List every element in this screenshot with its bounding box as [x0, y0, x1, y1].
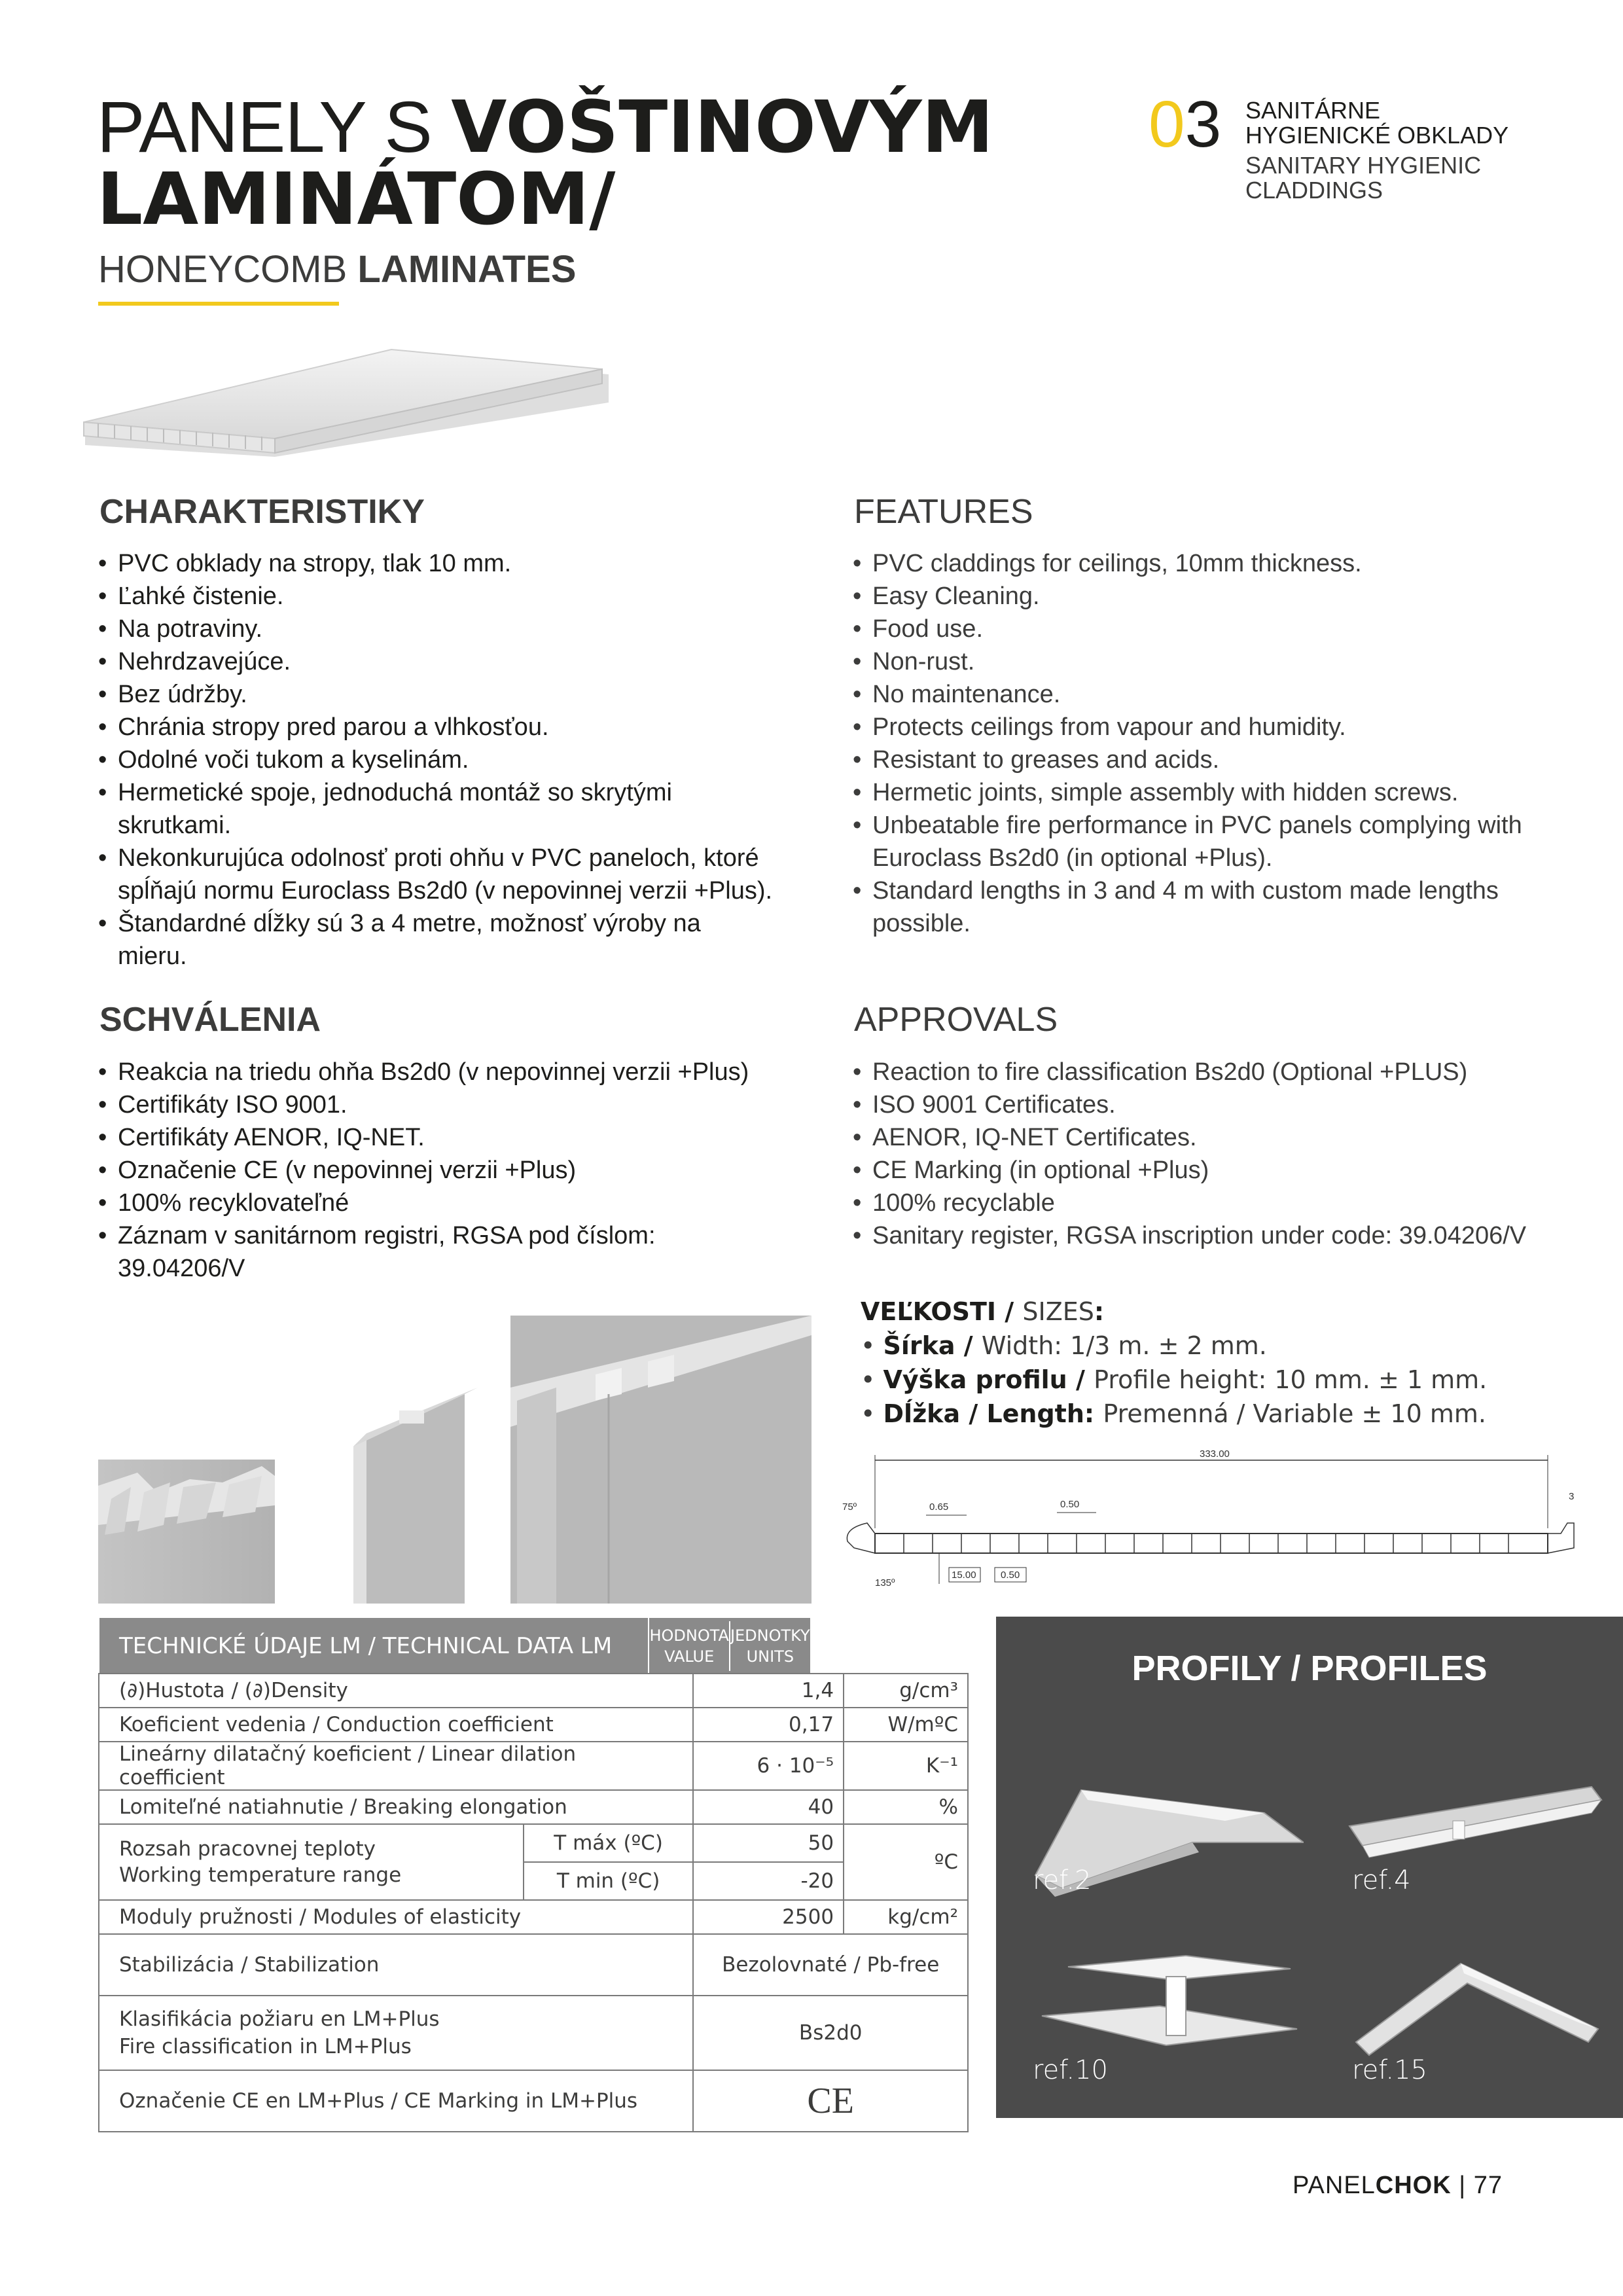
list-item: • 100% recyklovateľné [98, 1187, 838, 1219]
table-row [99, 1900, 968, 1934]
list-item: • Certifikáty AENOR, IQ-NET. [98, 1121, 838, 1154]
row-label: Moduly pružnosti / Modules of elasticity [99, 1900, 693, 1934]
col-value-l1: HODNOTA [649, 1626, 729, 1645]
sizes-height-value: Profile height: 10 mm. ± 1 mm. [1094, 1365, 1488, 1394]
row-unit: kg/cm² [844, 1900, 968, 1934]
dim-angle-top: 75º [842, 1501, 857, 1513]
temp-min-label: T min (ºC) [524, 1862, 694, 1900]
page-number: 77 [1473, 2172, 1503, 2199]
temp-range-label [99, 1824, 524, 1900]
chapter-number-second: 3 [1185, 88, 1222, 161]
fire-label-l1: Klasifikácia požiaru en LM+Plus [119, 2007, 440, 2031]
title-line2-text: LAMINÁTOM/ [97, 157, 616, 241]
table-header-row [99, 1617, 969, 1675]
fire-value: Bs2d0 [693, 1996, 968, 2070]
row-label: (∂)Hustota / (∂)Density [99, 1674, 693, 1708]
temp-label-l2: Working temperature range [119, 1863, 402, 1887]
sizes-width-label: Šírka / [883, 1331, 982, 1360]
profile-ref15-label: ref.15 [1352, 2055, 1427, 2085]
dim-rib: 0.50 [1001, 1570, 1020, 1581]
table-title: TECHNICKÉ ÚDAJE LM / TECHNICAL DATA LM [99, 1617, 649, 1675]
list-item: • Chránia stropy pred parou a vlhkosťou. [98, 711, 838, 744]
col-value-header [649, 1621, 730, 1671]
page-title-line1 [97, 85, 994, 169]
list-item: • Záznam v sanitárnom registri, RGSA pod číslom: 39.04206/V [98, 1219, 720, 1285]
technical-data-table [98, 1617, 969, 1676]
sizes-height: • Výška profilu / Profile height: 10 mm. ± 1 mm. [861, 1365, 1488, 1394]
row-value: Bezolovnaté / Pb-free [693, 1934, 968, 1996]
approvals-list-en [853, 1056, 1586, 1252]
dim-wall2: 0.50 [1060, 1499, 1080, 1510]
footer-separator: | [1451, 2172, 1474, 2199]
chapter-en-line2: CLADDINGS [1245, 177, 1383, 204]
list-item: • CE Marking (in optional +Plus) [853, 1154, 1586, 1187]
sizes-height-label: Výška profilu / [883, 1365, 1094, 1394]
col-units-header [730, 1621, 810, 1671]
row-unit: W/mºC [844, 1708, 968, 1742]
dim-wall1: 0.65 [929, 1501, 949, 1513]
approvals-list-sk [98, 1056, 838, 1285]
title-bold-part: VOŠTINOVÝM [451, 85, 994, 169]
list-item: • Nehrdzavejúce. [98, 645, 838, 678]
footer-brand-light: PANEL [1293, 2172, 1376, 2199]
chapter-sk-line1: SANITÁRNE [1245, 97, 1381, 124]
approvals-heading-en: APPROVALS [854, 1001, 1058, 1039]
profile-ref2-label: ref.2 [1033, 1865, 1092, 1895]
characteristics-list-sk [98, 547, 838, 973]
chapter-label-sk [1245, 98, 1508, 148]
approvals-heading-sk: SCHVÁLENIA [99, 1001, 321, 1039]
chapter-label-en [1245, 153, 1481, 203]
footer-brand-bold: CHOK [1375, 2172, 1452, 2199]
list-item: • Resistant to greases and acids. [853, 744, 1573, 776]
list-item: • ISO 9001 Certificates. [853, 1088, 1586, 1121]
dim-overall: 333.00 [1200, 1450, 1230, 1460]
features-heading: FEATURES [854, 493, 1033, 531]
sizes-heading [861, 1295, 1580, 1329]
list-item: • Easy Cleaning. [853, 580, 1573, 613]
chapter-sk-line2: HYGIENICKÉ OBKLADY [1245, 122, 1509, 149]
list-item: • 100% recyclable [853, 1187, 1586, 1219]
row-value: 6 · 10⁻⁵ [693, 1742, 844, 1790]
table-row [99, 1708, 968, 1742]
list-item: • Ľahké čistenie. [98, 580, 838, 613]
list-item: • Na potraviny. [98, 613, 838, 645]
characteristics-heading: CHARAKTERISTIKY [99, 493, 425, 531]
dim-angle-bottom: 135º [875, 1577, 895, 1588]
row-value: 0,17 [693, 1708, 844, 1742]
table-row [99, 1996, 968, 2070]
temp-label-l1: Rozsah pracovnej teploty [119, 1837, 376, 1861]
list-item: • Hermetické spoje, jednoduchá montáž so skrytými skrutkami. [98, 776, 785, 842]
sizes-length-label: Dĺžka / Length: [883, 1399, 1103, 1428]
page-subtitle [98, 247, 576, 291]
ce-mark: CE [693, 2070, 968, 2132]
page-footer [1293, 2172, 1503, 2200]
page-title-line2 [97, 157, 616, 241]
table-row [99, 2070, 968, 2132]
sizes-heading-light: SIZES [1022, 1297, 1094, 1326]
row-unit: K⁻¹ [844, 1742, 968, 1790]
sizes-block [861, 1295, 1580, 1431]
table-row [99, 1934, 968, 1996]
sizes-width-value: Width: 1/3 m. ± 2 mm. [981, 1331, 1267, 1360]
profile-ref10-label: ref.10 [1033, 2055, 1108, 2085]
list-item: • Nekonkurujúca odolnosť proti ohňu v PVC paneloch, ktoré spĺňajú normu Euroclass Bs2d0 (v nepovinnej verzii +Plus). [98, 842, 825, 907]
subtitle-bold: LAMINATES [357, 248, 577, 291]
temp-unit: ºC [844, 1824, 968, 1900]
closeup-photo-2 [291, 1316, 478, 1604]
sizes-length-value: Premenná / Variable ± 10 mm. [1103, 1399, 1486, 1428]
closeup-photo-1 [98, 1460, 275, 1604]
list-item: • Reakcia na triedu ohňa Bs2d0 (v nepovinnej verzii +Plus) [98, 1056, 838, 1088]
fire-label-l2: Fire classification in LM+Plus [119, 2035, 412, 2058]
subtitle-light: HONEYCOMB [98, 248, 358, 291]
list-item: • Hermetic joints, simple assembly with hidden screws. [853, 776, 1573, 809]
table-row [99, 1742, 968, 1790]
row-value: 2500 [693, 1900, 844, 1934]
closeup-photo-3 [510, 1316, 812, 1604]
list-item: • Food use. [853, 613, 1573, 645]
profiles-title: PROFILY / PROFILES [1132, 1649, 1488, 1688]
row-label: Koeficient vedenia / Conduction coefficient [99, 1708, 693, 1742]
list-item: • Označenie CE (v nepovinnej verzii +Plus) [98, 1154, 838, 1187]
chapter-number [1149, 88, 1222, 161]
row-label: Lineárny dilatačný koeficient / Linear dilation coefficient [99, 1742, 693, 1790]
list-item: • Standard lengths in 3 and 4 m with custom made lengths possible. [853, 874, 1579, 940]
sizes-heading-colon: : [1094, 1297, 1105, 1326]
list-item: • Unbeatable fire performance in PVC panels complying with Euroclass Bs2d0 (in optional +Plus). [853, 809, 1579, 874]
row-value: 40 [693, 1790, 844, 1824]
row-value: 1,4 [693, 1674, 844, 1708]
drawing-cells [904, 1534, 1508, 1553]
profile-closeup-photos [98, 1316, 818, 1604]
temp-min-value: -20 [693, 1862, 844, 1900]
sizes-heading-bold: VEĽKOSTI / [861, 1297, 1023, 1326]
row-unit: g/cm³ [844, 1674, 968, 1708]
row-unit: % [844, 1790, 968, 1824]
title-accent-rule [98, 302, 339, 306]
list-item: • Štandardné dĺžky sú 3 a 4 metre, možnosť výroby na mieru. [98, 907, 772, 973]
table-row [99, 1674, 968, 1708]
list-item: • Certifikáty ISO 9001. [98, 1088, 838, 1121]
list-item: • PVC claddings for ceilings, 10mm thickness. [853, 547, 1573, 580]
row-label: Stabilizácia / Stabilization [99, 1934, 693, 1996]
temp-max-value: 50 [693, 1824, 844, 1862]
sizes-length: • Dĺžka / Length: Premenná / Variable ± 10 mm. [861, 1399, 1486, 1428]
chapter-number-first: 0 [1149, 88, 1185, 161]
dim-cell: 15.00 [952, 1570, 976, 1581]
dim-thickness: 3 [1569, 1491, 1575, 1502]
fire-label [99, 1996, 693, 2070]
col-value-l2: VALUE [664, 1647, 715, 1666]
list-item: • Reaction to fire classification Bs2d0 (Optional +PLUS) [853, 1056, 1586, 1088]
technical-data-body [98, 1673, 969, 2132]
col-units-l1: JEDNOTKY [730, 1626, 810, 1645]
row-label: Lomiteľné natiahnutie / Breaking elongation [99, 1790, 693, 1824]
list-item: • Protects ceilings from vapour and humidity. [853, 711, 1573, 744]
title-light-part: PANELY S [97, 87, 452, 168]
row-label: Označenie CE en LM+Plus / CE Marking in LM+Plus [99, 2070, 693, 2132]
chapter-en-line1: SANITARY HYGIENIC [1245, 152, 1482, 179]
list-item: • PVC obklady na stropy, tlak 10 mm. [98, 547, 838, 580]
table-row [99, 1824, 968, 1862]
panel-product-image [79, 340, 622, 471]
profile-technical-drawing [841, 1450, 1584, 1594]
profile-ref4-label: ref.4 [1352, 1865, 1411, 1895]
table-header-right [649, 1617, 810, 1675]
list-item: • Non-rust. [853, 645, 1573, 678]
list-item: • No maintenance. [853, 678, 1573, 711]
list-item: • Sanitary register, RGSA inscription under code: 39.04206/V [853, 1219, 1586, 1252]
list-item: • Bez údržby. [98, 678, 838, 711]
profiles-panel [996, 1617, 1623, 2118]
sizes-width: • Šírka / Width: 1/3 m. ± 2 mm. [861, 1331, 1267, 1360]
table-row [99, 1790, 968, 1824]
list-item: • Odolné voči tukom a kyselinám. [98, 744, 838, 776]
features-list-en [853, 547, 1573, 940]
list-item: • AENOR, IQ-NET Certificates. [853, 1121, 1586, 1154]
col-units-l2: UNITS [746, 1647, 794, 1666]
temp-max-label: T máx (ºC) [524, 1824, 694, 1862]
